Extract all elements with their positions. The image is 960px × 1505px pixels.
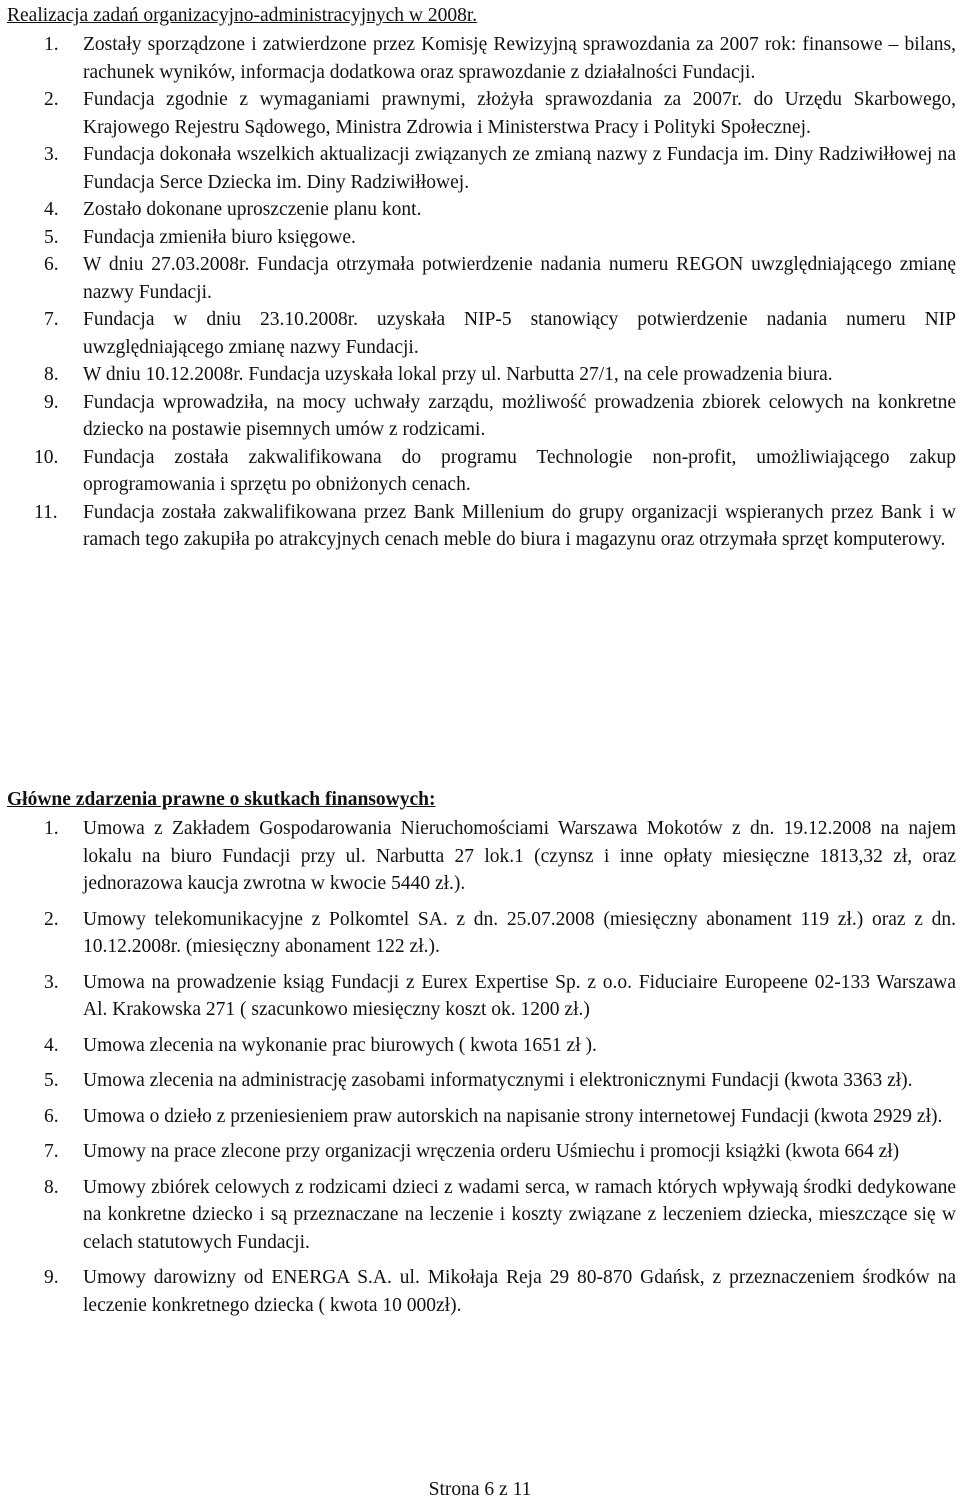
list-item [0,1032,960,1060]
events-list [0,815,960,1327]
list-item [0,444,960,499]
list-item [0,499,960,554]
section-heading: Realizacja zadań organizacyjno-administracyjnych w 2008r. [7,5,478,26]
item-text: Fundacja zgodnie z wymaganiami prawnymi, złożyła sprawozdania za 2007r. do Urzędu Skarbowego, Krajowego Rejestru Sądowego, Ministra Zdrowia i Ministerstwa Pracy i Polityki Społecznej. [83,89,956,138]
item-number: 2. [44,89,59,110]
item-text: Umowy telekomunikacyjne z Polkomtel SA. z dn. 25.07.2008 (miesięczny abonament 119 zł.) oraz z dn. 10.12.2008r. (miesięczny abonament 122 zł.). [83,908,956,957]
item-text: Fundacja wprowadziła, na mocy uchwały zarządu, możliwość prowadzenia zbiorek celowych na konkretne dziecko na postawie pisemnych umów z rodzicami. [83,391,956,440]
list-item [0,141,960,196]
item-number: 7. [44,1141,59,1162]
list-item [0,1138,960,1166]
item-text: Umowa na prowadzenie ksiąg Fundacji z Eurex Expertise Sp. z o.o. Fiduciaire Europeene 02-133 Warszawa Al. Krakowska 271 ( szacunkowo miesięczny koszt ok. 1200 zł.) [83,971,956,1020]
item-text: Fundacja w dniu 23.10.2008r. uzyskała NIP-5 stanowiący potwierdzenie nadania numeru NIP uwzględniającego zmianę nazwy Fundacji. [83,309,956,358]
item-number: 6. [44,1105,59,1127]
list-item [0,31,960,86]
item-number: 1. [44,34,59,55]
item-number: 7. [44,309,59,330]
item-number: 8. [44,364,59,385]
item-number: 3. [44,971,59,993]
item-number: 4. [44,199,59,220]
list-item [0,389,960,444]
item-number: 2. [44,908,59,930]
item-number: 3. [44,144,59,165]
item-text: Umowa z Zakładem Gospodarowania Nieruchomościami Warszawa Mokotów z dn. 19.12.2008 na najem lokalu na biuro Fundacji przy ul. Narbutta 27 lok.1 (czynsz i inne opłaty miesięczne 1813,32 zł, oraz jednorazowa kaucja zwrotna w kwocie 5440 zł.). [83,818,956,894]
list-item [0,969,960,1024]
item-number: 9. [44,1267,59,1288]
item-text: Umowy darowizny od ENERGA S.A. ul. Mikołaja Reja 29 80-870 Gdańsk, z przeznaczeniem środków na leczenie konkretnego dziecka ( kwota 10 000zł). [83,1267,956,1316]
item-text: Umowa zlecenia na wykonanie prac biurowych ( kwota 1651 zł ). [83,1034,597,1056]
item-number: 8. [44,1176,59,1198]
item-number: 9. [44,391,59,413]
list-item [0,815,960,898]
item-number: 1. [44,818,59,839]
list-item [0,1174,960,1257]
item-text: W dniu 27.03.2008r. Fundacja otrzymała potwierdzenie nadania numeru REGON uwzględniającego zmianę nazwy Fundacji. [83,254,956,303]
list-item [0,251,960,306]
item-text: W dniu 10.12.2008r. Fundacja uzyskała lokal przy ul. Narbutta 27/1, na cele prowadzenia biura. [83,364,833,385]
item-number: 11. [34,501,58,523]
list-item [0,306,960,361]
list-item [0,86,960,141]
item-text: Umowy na prace zlecone przy organizacji wręczenia orderu Uśmiechu i promocji książki (kwota 664 zł) [83,1141,900,1162]
item-number: 10. [34,446,59,468]
list-item [0,906,960,961]
item-text: Fundacja zmieniła biuro księgowe. [83,226,356,248]
item-number: 5. [44,1070,59,1091]
item-text: Fundacja dokonała wszelkich aktualizacji związanych ze zmianą nazwy z Fundacja im. Diny Radziwiłłowej na Fundacja Serce Dziecka im. Diny Radziwiłłowej. [83,144,956,193]
list-item [0,196,960,224]
list-item [0,361,960,389]
item-text: Umowy zbiórek celowych z rodzicami dzieci z wadami serca, w ramach których wpływają środki dedykowane na konkretne dziecko i są przeznaczane na leczenie i koszty związane z leczeniem dziecka, mieszczące się w celach statutowych Fundacji. [83,1176,956,1253]
item-text: Fundacja została zakwalifikowana przez Bank Millenium do grupy organizacji wspieranych przez Bank i w ramach tego zakupiła po atrakcyjnych cenach meble do biura i magazynu oraz otrzymała sprzęt komputerowy. [83,501,956,550]
list-item [0,1264,960,1319]
item-number: 4. [44,1034,59,1056]
item-text: Umowa zlecenia na administrację zasobami informatycznymi i elektronicznymi Fundacji (kwota 3363 zł). [83,1070,913,1091]
page-number: Strona 6 z 11 [428,1479,532,1500]
tasks-list [0,31,960,554]
item-text: Fundacja została zakwalifikowana do programu Technologie non-profit, umożliwiającego zakup oprogramowania i sprzętu po obniżonych cenach. [83,446,956,495]
item-text: Umowa o dzieło z przeniesieniem praw autorskich na napisanie strony internetowej Fundacji (kwota 2929 zł). [83,1105,943,1127]
section-title: Główne zdarzenia prawne o skutkach finansowych: [7,789,436,810]
item-number: 6. [44,254,59,275]
item-number: 5. [44,226,59,248]
list-item [0,1067,960,1095]
list-item [0,224,960,252]
item-text: Zostało dokonane uproszczenie planu kont. [83,199,422,220]
list-item [0,1103,960,1131]
item-text: Zostały sporządzone i zatwierdzone przez Komisję Rewizyjną sprawozdania za 2007 rok: finansowe – bilans, rachunek wyników, informacja dodatkowa oraz sprawozdanie z działalności Fundacji. [83,34,956,83]
